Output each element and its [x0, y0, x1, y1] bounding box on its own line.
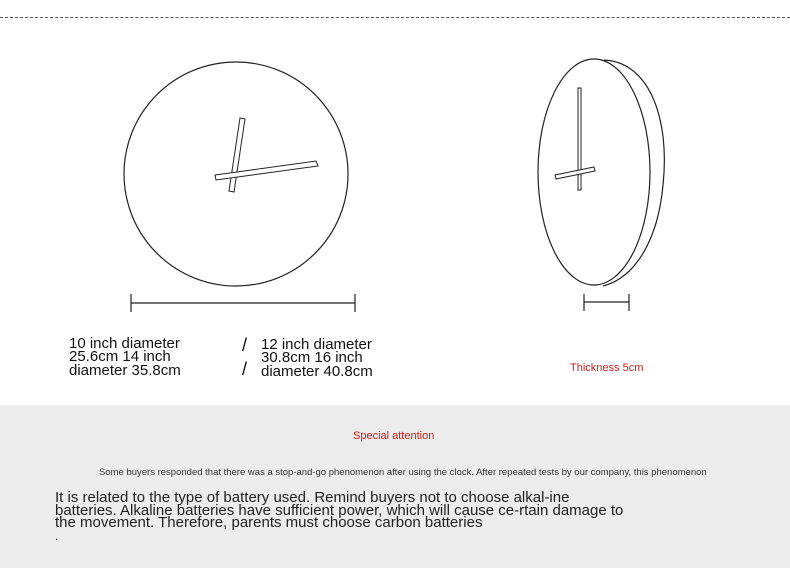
attention-trailing-dot: . — [55, 529, 59, 543]
clock-minute-hand — [215, 161, 318, 180]
thickness-label: Thickness 5cm — [570, 362, 644, 374]
clock-side-face — [538, 59, 650, 285]
attention-paragraph: It is related to the type of battery used. Remind buyers not to choose alkal-ine batteries. Alkaline batteries have sufficient power, which will cause ce-rtain damage to the movement. Therefore, parents must choose carbon batteries — [55, 489, 624, 531]
large-size-line2: 30.8cm 16 inch — [261, 349, 363, 366]
large-size-line3: diameter 40.8cm — [261, 363, 373, 380]
small-size-line3: diameter 35.8cm — [69, 362, 181, 379]
attention-title: Special attention — [353, 430, 435, 442]
large-size-line1: 12 inch diameter — [261, 336, 372, 353]
attention-summary: Some buyers responded that there was a stop-and-go phenomenon after using the clock. After repeated tests by our company, this phenomenon — [99, 467, 707, 478]
clock-hour-hand — [229, 118, 245, 192]
size-separator-bottom: / — [242, 359, 248, 379]
small-size-line2: 25.6cm 14 inch — [69, 348, 171, 365]
size-separator-top: / — [242, 335, 248, 355]
small-size-line1: 10 inch diameter — [69, 335, 180, 352]
